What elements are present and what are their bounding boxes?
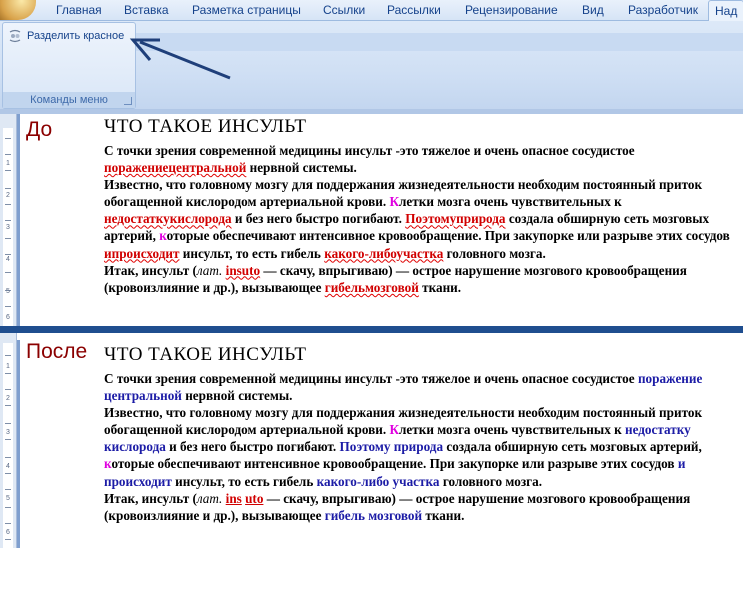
- doc-title: ЧТО ТАКОЕ ИНСУЛЬТ: [104, 116, 307, 137]
- split-red-button-label: Разделить красное: [27, 30, 125, 42]
- tab-mailings[interactable]: Рассылки: [387, 3, 441, 17]
- tab-review[interactable]: Рецензирование: [465, 3, 558, 17]
- after-label: После: [26, 340, 88, 363]
- section-divider: [0, 326, 743, 333]
- vertical-ruler-lower: 1 2 3 4 5 6: [0, 333, 17, 548]
- tab-developer[interactable]: Разработчик: [628, 3, 698, 17]
- document-before: [104, 116, 736, 296]
- paragraph: Известно, что головному мозгу для поддержания жизнедеятельности необходим постоянный приток обогащенной кислородом артериальной крови. Клетки мозга очень чувствительных к недостаткукислорода и без него быстро погибают. Поэтомуприрода создала обширную сеть мозговых артерий, которые обеспечивают интенсивное кровообращение. При закупорке или разрыве этих сосудов ипроисходит инсульт, то есть гибель какого-либоучастка головного мозга.: [104, 177, 730, 261]
- paragraph: С точки зрения современной медицины инсульт -это тяжелое и очень опасное сосудистое поражение центральной нервной системы.: [104, 371, 703, 404]
- paragraph: С точки зрения современной медицины инсульт -это тяжелое и очень опасное сосудистое поражениецентральной нервной системы.: [104, 143, 635, 176]
- vertical-ruler: 1 2 3 4 5 6: [0, 114, 17, 326]
- tab-addins[interactable]: Над: [708, 0, 743, 23]
- paragraph: Итак, инсульт (лат. insuto — скачу, впрыгиваю) — острое нарушение мозгового кровообращения (кровоизлияние и др.), вызывающее гибельмозговой ткани.: [104, 262, 687, 295]
- paragraph: Известно, что головному мозгу для поддержания жизнедеятельности необходим постоянный приток обогащенной кислородом артериальной крови. Клетки мозга очень чувствительных к недостатку кислорода и без него быстро погибают. Поэтому природа создала обширную сеть мозговых артерий, которые обеспечивают интенсивное кровообращение. При закупорке или разрыве этих сосудов и происходит инсульт, то есть гибель какого-либо участка головного мозга.: [104, 405, 703, 489]
- tab-home[interactable]: Главная: [56, 3, 102, 17]
- document-after: [104, 344, 736, 524]
- tab-insert[interactable]: Вставка: [124, 3, 169, 17]
- tab-page-layout[interactable]: Разметка страницы: [192, 3, 301, 17]
- before-label: До: [26, 118, 53, 141]
- tab-references[interactable]: Ссылки: [323, 3, 366, 17]
- doc-title: ЧТО ТАКОЕ ИНСУЛЬТ: [104, 344, 307, 365]
- group-label: Команды меню: [3, 92, 135, 108]
- tab-view[interactable]: Вид: [582, 3, 604, 17]
- paragraph: Итак, инсульт (лат. ins uto — скачу, впрыгиваю) — острое нарушение мозгового кровообращения (кровоизлияние и др.), вызывающее гибель мозговой ткани.: [104, 490, 691, 523]
